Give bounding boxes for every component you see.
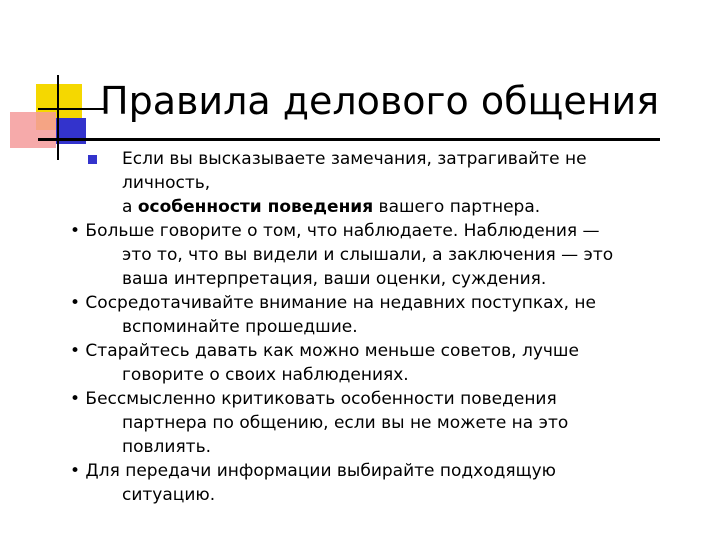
item-1-line-3-post: вашего партнера. [373, 197, 541, 217]
item-6-line-1: • Для передачи информации выбирайте подходящую [70, 461, 556, 481]
item-5-line-2: партнера по общению, если вы не можете на это [122, 413, 569, 433]
list-item-5 [70, 387, 680, 459]
item-3-line-2: вспоминайте прошедшие. [122, 317, 358, 337]
item-6-line-2: ситуацию. [122, 485, 216, 505]
item-2-line-2: это то, что вы видели и слышали, а заключения — это [122, 245, 614, 265]
logo-red-square [10, 112, 56, 148]
item-1-bold-phrase: особенности поведения [137, 197, 374, 217]
list-item-1 [90, 147, 680, 219]
item-1-line-2: личность, [122, 173, 211, 193]
list-item-2 [70, 219, 680, 291]
list-item-6 [70, 459, 680, 507]
item-1-line-3-pre: а [122, 197, 138, 217]
item-1-line-3 [122, 195, 680, 219]
list-item-3 [70, 291, 680, 339]
decorative-logo [0, 0, 110, 170]
slide-title: Правила делового общения [100, 79, 660, 123]
item-2-line-3: ваша интерпретация, ваши оценки, суждения. [122, 269, 547, 289]
item-5-line-1: • Бессмысленно критиковать особенности поведения [70, 389, 557, 409]
item-4-line-2: говорите о своих наблюдениях. [122, 365, 409, 385]
title-divider [38, 138, 660, 141]
square-bullet-icon [88, 155, 97, 164]
item-2-line-1: • Больше говорите о том, что наблюдаете. Наблюдения — [70, 221, 600, 241]
item-3-line-1: • Сосредотачивайте внимание на недавних поступках, не [70, 293, 596, 313]
slide-body [70, 147, 680, 507]
item-4-line-1: • Старайтесь давать как можно меньше советов, лучше [70, 341, 579, 361]
list-item-4 [70, 339, 680, 387]
item-1-line-1: Если вы высказываете замечания, затрагивайте не [122, 149, 587, 169]
item-5-line-3: повлиять. [122, 437, 212, 457]
